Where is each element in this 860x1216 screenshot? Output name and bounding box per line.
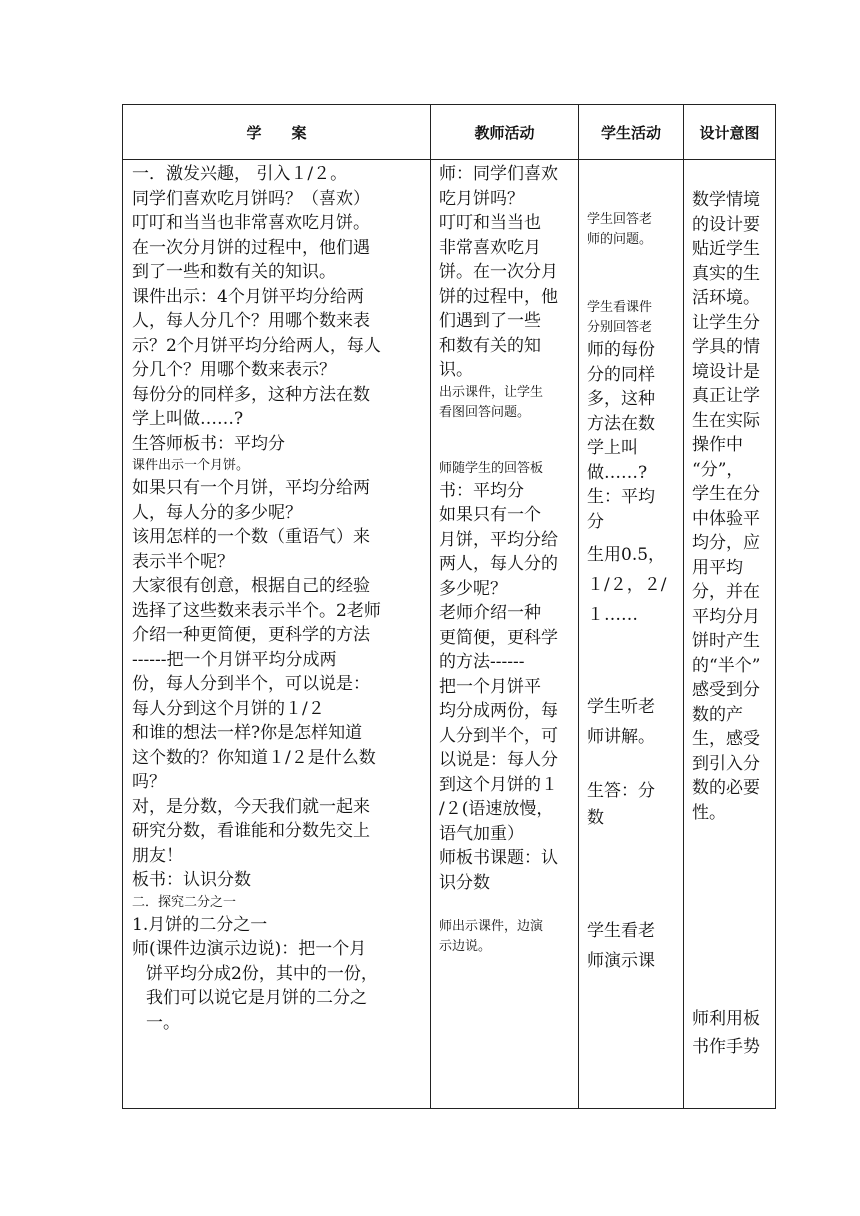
table-body-row bbox=[123, 160, 776, 1109]
text-line: 和数有关的知 bbox=[439, 335, 541, 356]
text-line: 平均分月 bbox=[692, 606, 760, 627]
text-line: 份，每人分到半个，可以说是： bbox=[132, 674, 370, 694]
text-line: 数的必要 bbox=[692, 778, 760, 798]
text-line: 师演示课 bbox=[587, 951, 655, 971]
text-line: 数的产 bbox=[692, 704, 743, 725]
text-line-small: 看图回答问题。 bbox=[439, 404, 531, 420]
text-line: 的方法------ bbox=[439, 652, 525, 672]
text-line: 的设计要 bbox=[692, 214, 760, 235]
header-student-activity: 学生活动 bbox=[579, 105, 684, 160]
header-lesson-plan: 学 案 bbox=[123, 105, 431, 160]
text-line: 师：同学们喜欢 bbox=[439, 164, 558, 184]
text-line: 生：平均 bbox=[587, 487, 655, 507]
lesson-plan-table bbox=[122, 104, 776, 1109]
text-line: 到这个月饼的１ bbox=[439, 774, 558, 795]
text-line: １/２，２/ bbox=[587, 575, 667, 595]
text-line: /２(语速放慢， bbox=[439, 799, 554, 819]
text-line: 真正让学 bbox=[692, 386, 760, 406]
text-line: 和谁的想法一样?你是怎样知道 bbox=[132, 723, 363, 743]
text-line: 更简便，更科学 bbox=[439, 627, 558, 648]
text-line: 每人分到这个月饼的１/２ bbox=[132, 698, 325, 719]
text-line: 识分数 bbox=[439, 872, 490, 893]
text-line: 饼的过程中，他 bbox=[439, 286, 558, 307]
text-line: 板书：认识分数 bbox=[132, 870, 251, 890]
text-line: 让学生分 bbox=[692, 312, 760, 333]
text-line: 介绍一种更简便，更科学的方法 bbox=[132, 625, 370, 645]
text-line: 以说是：每人分 bbox=[439, 750, 558, 770]
section-heading: 二．探究二分之一 bbox=[132, 894, 237, 910]
text-line-small: 学生回答老 bbox=[587, 212, 653, 227]
text-line: 性。 bbox=[692, 802, 726, 823]
text-line: 人，每人分几个？用哪个数来表 bbox=[132, 311, 370, 331]
text-line: 识。 bbox=[439, 360, 473, 380]
text-line: 生在实际 bbox=[692, 410, 760, 431]
text-line: 学生看老 bbox=[587, 921, 655, 941]
text-line: 多，这种 bbox=[587, 389, 655, 409]
text-line: １…… bbox=[587, 605, 638, 625]
text-line-small: 示边说。 bbox=[439, 939, 492, 954]
text-line: 表示半个呢？ bbox=[132, 551, 234, 572]
text-line: 一。 bbox=[146, 1012, 180, 1033]
text-line: 生答师板书：平均分 bbox=[132, 433, 285, 454]
text-line: 叮叮和当当也 bbox=[439, 213, 541, 233]
text-line: 学上叫 bbox=[587, 438, 638, 458]
text-line: 多少呢？ bbox=[439, 578, 507, 599]
text-line: 到引入分 bbox=[692, 753, 760, 774]
text-line: 学上叫做……? bbox=[132, 409, 244, 429]
text-line: 如果只有一个 bbox=[439, 505, 541, 525]
text-line: 生答：分 bbox=[587, 781, 655, 801]
text-line: 学具的情 bbox=[692, 337, 760, 357]
text-line: 分 bbox=[587, 511, 604, 532]
student-activity-cell bbox=[579, 160, 684, 1109]
text-line: 学生听老 bbox=[587, 697, 655, 717]
text-line: 境设计是 bbox=[692, 361, 760, 382]
text-line: 对，是分数，今天我们就一起来 bbox=[132, 796, 370, 817]
text-line: 饼平均分成2份，其中的一份， bbox=[146, 963, 378, 984]
text-line: 分，并在 bbox=[692, 582, 760, 602]
text-line: 非常喜欢吃月 bbox=[439, 237, 541, 258]
text-line: 饼时产生 bbox=[692, 631, 760, 651]
text-line: 书：平均分 bbox=[439, 480, 524, 501]
text-line: 人分到半个，可 bbox=[439, 725, 558, 746]
text-line: 我们可以说它是月饼的二分之 bbox=[146, 988, 367, 1008]
text-line: 师利用板 bbox=[692, 1009, 760, 1029]
text-line: 月饼，平均分给 bbox=[439, 529, 558, 550]
text-line: 真实的生 bbox=[692, 263, 760, 284]
text-line: 分的同样 bbox=[587, 364, 655, 385]
text-line: 把一个月饼平 bbox=[439, 676, 541, 697]
text-line: 一．激发兴趣， 引入１/２。 bbox=[132, 164, 348, 184]
text-line: 做……? bbox=[587, 462, 648, 483]
text-line: 师讲解。 bbox=[587, 727, 655, 747]
text-line: 数 bbox=[587, 808, 604, 828]
header-design-intent: 设计意图 bbox=[684, 105, 776, 160]
text-line: 用平均 bbox=[692, 557, 743, 578]
text-line: 朋友！ bbox=[132, 845, 183, 866]
text-line: 方法在数 bbox=[587, 413, 655, 434]
text-line: 师的每份 bbox=[587, 340, 655, 360]
text-line: 师板书课题：认 bbox=[439, 848, 558, 868]
text-line: “分”， bbox=[692, 459, 744, 480]
text-line: 均分，应 bbox=[692, 533, 760, 553]
text-line: 生用0.5， bbox=[587, 545, 666, 565]
text-line: 语气加重） bbox=[439, 823, 524, 844]
text-line: 示？2个月饼平均分给两人，每人 bbox=[132, 335, 381, 356]
text-line: 感受到分 bbox=[692, 680, 760, 700]
text-line: 生，感受 bbox=[692, 729, 760, 749]
text-line: 人，每人分的多少呢？ bbox=[132, 502, 302, 523]
text-line-small: 师的问题。 bbox=[587, 232, 653, 247]
text-line: 研究分数，看谁能和分数先交上 bbox=[132, 821, 370, 841]
text-line: 老师介绍一种 bbox=[439, 603, 541, 623]
text-line: ------把一个月饼平均分成两 bbox=[132, 649, 337, 670]
text-line: 如果只有一个月饼，平均分给两 bbox=[132, 478, 370, 498]
text-line: 活环境。 bbox=[692, 288, 760, 308]
design-intent-cell bbox=[684, 160, 776, 1109]
text-line-small: 师随学生的回答板 bbox=[439, 460, 544, 476]
text-line: 两人，每人分的 bbox=[439, 554, 558, 574]
table-header-row bbox=[123, 105, 776, 160]
text-line: 中体验平 bbox=[692, 508, 760, 529]
text-line: 贴近学生 bbox=[692, 239, 760, 259]
text-line: 们遇到了一些 bbox=[439, 311, 541, 331]
text-line-small: 师出示课件，边演 bbox=[439, 919, 544, 934]
text-line: 1.月饼的二分之一 bbox=[132, 914, 268, 935]
text-line: 到了一些和数有关的知识。 bbox=[132, 262, 336, 282]
text-line: 叮叮和当当也非常喜欢吃月饼。 bbox=[132, 213, 370, 233]
text-line: 操作中 bbox=[692, 435, 743, 455]
text-line: 这个数的？你知道１/２是什么数 bbox=[132, 747, 376, 768]
header-teacher-activity: 教师活动 bbox=[431, 105, 579, 160]
text-line-small: 学生看课件 bbox=[587, 300, 653, 315]
text-line: 吗？ bbox=[132, 772, 166, 792]
text-line: 书作手势 bbox=[692, 1037, 760, 1057]
text-line: 的“半个” bbox=[692, 655, 761, 676]
teacher-activity-cell bbox=[431, 160, 579, 1109]
text-line: 在一次分月饼的过程中，他们遇 bbox=[132, 237, 370, 258]
text-line: 均分成两份，每 bbox=[439, 701, 558, 721]
text-line: 该用怎样的一个数（重语气）来 bbox=[132, 527, 370, 547]
text-line: 课件出示：4个月饼平均分给两 bbox=[132, 286, 364, 307]
text-line: 同学们喜欢吃月饼吗？（喜欢） bbox=[132, 188, 370, 209]
text-line: 数学情境 bbox=[692, 190, 760, 210]
text-line: 学生在分 bbox=[692, 484, 760, 504]
text-line: 选择了这些数来表示半个。2老师 bbox=[132, 600, 381, 621]
lesson-plan-cell bbox=[123, 160, 431, 1109]
text-line: 每份分的同样多，这种方法在数 bbox=[132, 384, 370, 405]
text-line: 饼。在一次分月 bbox=[439, 262, 558, 282]
text-line: 师(课件边演示边说)：把一个月 bbox=[132, 939, 367, 959]
text-line-small: 课件出示一个月饼。 bbox=[132, 458, 250, 473]
text-line-small: 出示课件，让学生 bbox=[439, 384, 544, 400]
text-line: 分几个？用哪个数来表示？ bbox=[132, 360, 336, 380]
text-line: 吃月饼吗？ bbox=[439, 188, 524, 209]
text-line: 大家很有创意，根据自己的经验 bbox=[132, 576, 370, 596]
text-line-small: 分别回答老 bbox=[587, 320, 653, 335]
